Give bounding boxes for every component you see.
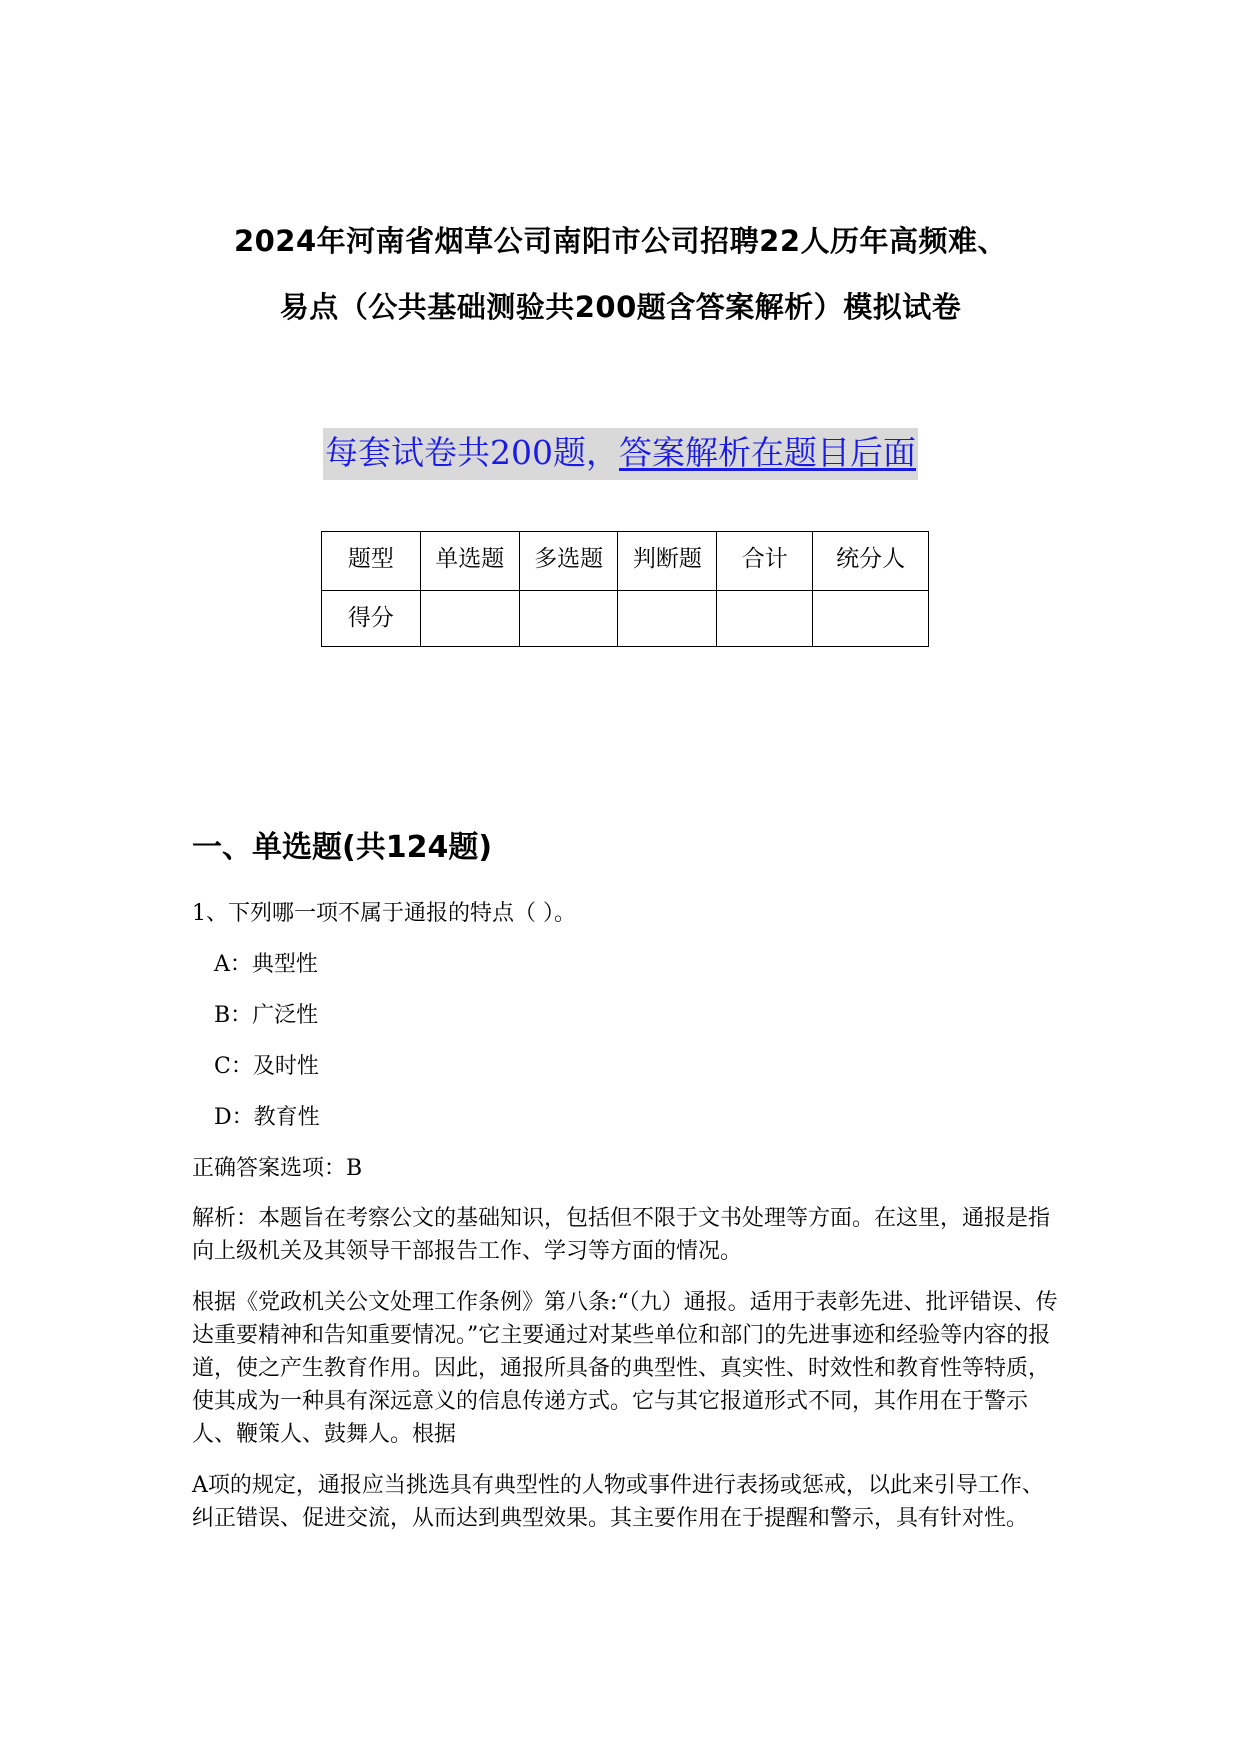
score-cell-multi[interactable]	[519, 591, 618, 647]
section-heading: 一、单选题(共124题)	[192, 830, 493, 865]
option-c: C：及时性	[214, 1054, 319, 1079]
title-line-2: 易点（公共基础测验共200题含答案解析）模拟试卷	[279, 290, 962, 324]
header-cell-multi: 多选题	[519, 532, 618, 591]
header-cell-judge: 判断题	[618, 532, 717, 591]
score-cell-total[interactable]	[717, 591, 813, 647]
header-cell-type: 题型	[322, 532, 421, 591]
score-table-score-row	[322, 591, 929, 647]
score-row-label: 得分	[322, 591, 421, 647]
header-cell-scorer: 统分人	[813, 532, 929, 591]
document-title	[150, 208, 1091, 340]
header-cell-single: 单选题	[420, 532, 519, 591]
banner-text: 每套试卷共200题，	[325, 433, 619, 472]
option-b: B：广泛性	[214, 1003, 319, 1028]
score-table	[321, 531, 929, 647]
score-cell-scorer[interactable]	[813, 591, 929, 647]
banner	[0, 428, 1241, 480]
question-block	[192, 897, 1058, 1553]
question-stem: 1、下列哪一项不属于通报的特点（ ）。	[192, 901, 576, 926]
score-cell-judge[interactable]	[618, 591, 717, 647]
score-table-header-row	[322, 532, 929, 591]
banner-highlight	[323, 428, 918, 480]
option-d: D：教育性	[214, 1105, 320, 1130]
banner-link[interactable]: 答案解析在题目后面	[619, 433, 916, 472]
analysis-paragraph-1: 解析：本题旨在考察公文的基础知识，包括但不限于文书处理等方面。在这里，通报是指向上级机关及其领导干部报告工作、学习等方面的情况。	[192, 1206, 1051, 1264]
correct-answer: 正确答案选项：B	[192, 1156, 363, 1181]
header-cell-total: 合计	[717, 532, 813, 591]
analysis-paragraph-2: 根据《党政机关公文处理工作条例》第八条:“（九）通报。适用于表彰先进、批评错误、传达重要精神和告知重要情况。”它主要通过对某些单位和部门的先进事迹和经验等内容的报道，使之产生教育作用。因此，通报所具备的典型性、真实性、时效性和教育性等特质，使其成为一种具有深远意义的信息传递方式。它与其它报道形式不同，其作用在于警示人、鞭策人、鼓舞人。根据	[192, 1290, 1058, 1447]
analysis-paragraph-3: A项的规定，通报应当挑选具有典型性的人物或事件进行表扬或惩戒，以此来引导工作、纠正错误、促进交流，从而达到典型效果。其主要作用在于提醒和警示，具有针对性。	[192, 1473, 1044, 1531]
option-a: A：典型性	[214, 952, 318, 977]
score-cell-single[interactable]	[420, 591, 519, 647]
title-line-1: 2024年河南省烟草公司南阳市公司招聘22人历年高频难、	[233, 224, 1008, 258]
